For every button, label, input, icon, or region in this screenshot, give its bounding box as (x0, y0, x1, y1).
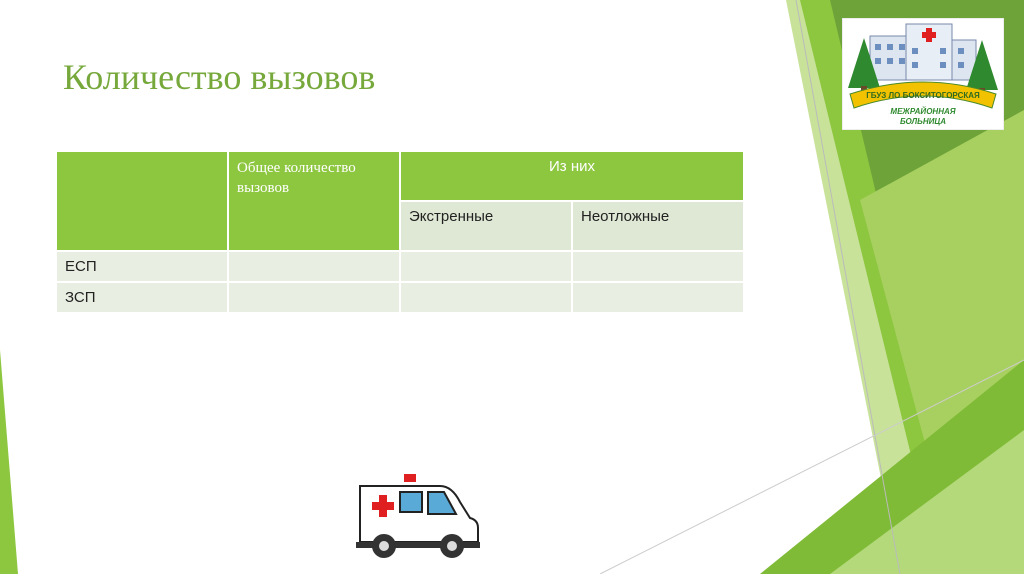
subheader-urgent: Неотложные (572, 201, 744, 251)
header-total-calls: Общее количество вызовов (228, 151, 400, 251)
row-label: ЗСП (56, 282, 228, 313)
slide-title: Количество вызовов (63, 57, 376, 97)
ambulance-icon (352, 472, 486, 564)
row-total-cell (228, 282, 400, 313)
table-row (56, 251, 744, 282)
row-label: ЕСП (56, 251, 228, 282)
logo-subtext-1: МЕЖРАЙОННАЯ (890, 107, 956, 116)
row-total-cell (228, 251, 400, 282)
row-urgent-cell (572, 251, 744, 282)
table-header-row (56, 151, 744, 201)
header-group-of-them: Из них (400, 151, 744, 201)
row-emergency-cell (400, 282, 572, 313)
row-urgent-cell (572, 282, 744, 313)
logo-subtext-2: БОЛЬНИЦА (900, 117, 946, 126)
calls-table (55, 150, 745, 314)
subheader-emergency: Экстренные (400, 201, 572, 251)
deco-left-sliver (0, 350, 18, 574)
hospital-logo (842, 18, 1004, 130)
header-blank-cell (56, 151, 228, 251)
logo-banner-text: ГБУЗ ЛО БОКСИТОГОРСКАЯ (866, 91, 980, 100)
row-emergency-cell (400, 251, 572, 282)
table-row (56, 282, 744, 313)
